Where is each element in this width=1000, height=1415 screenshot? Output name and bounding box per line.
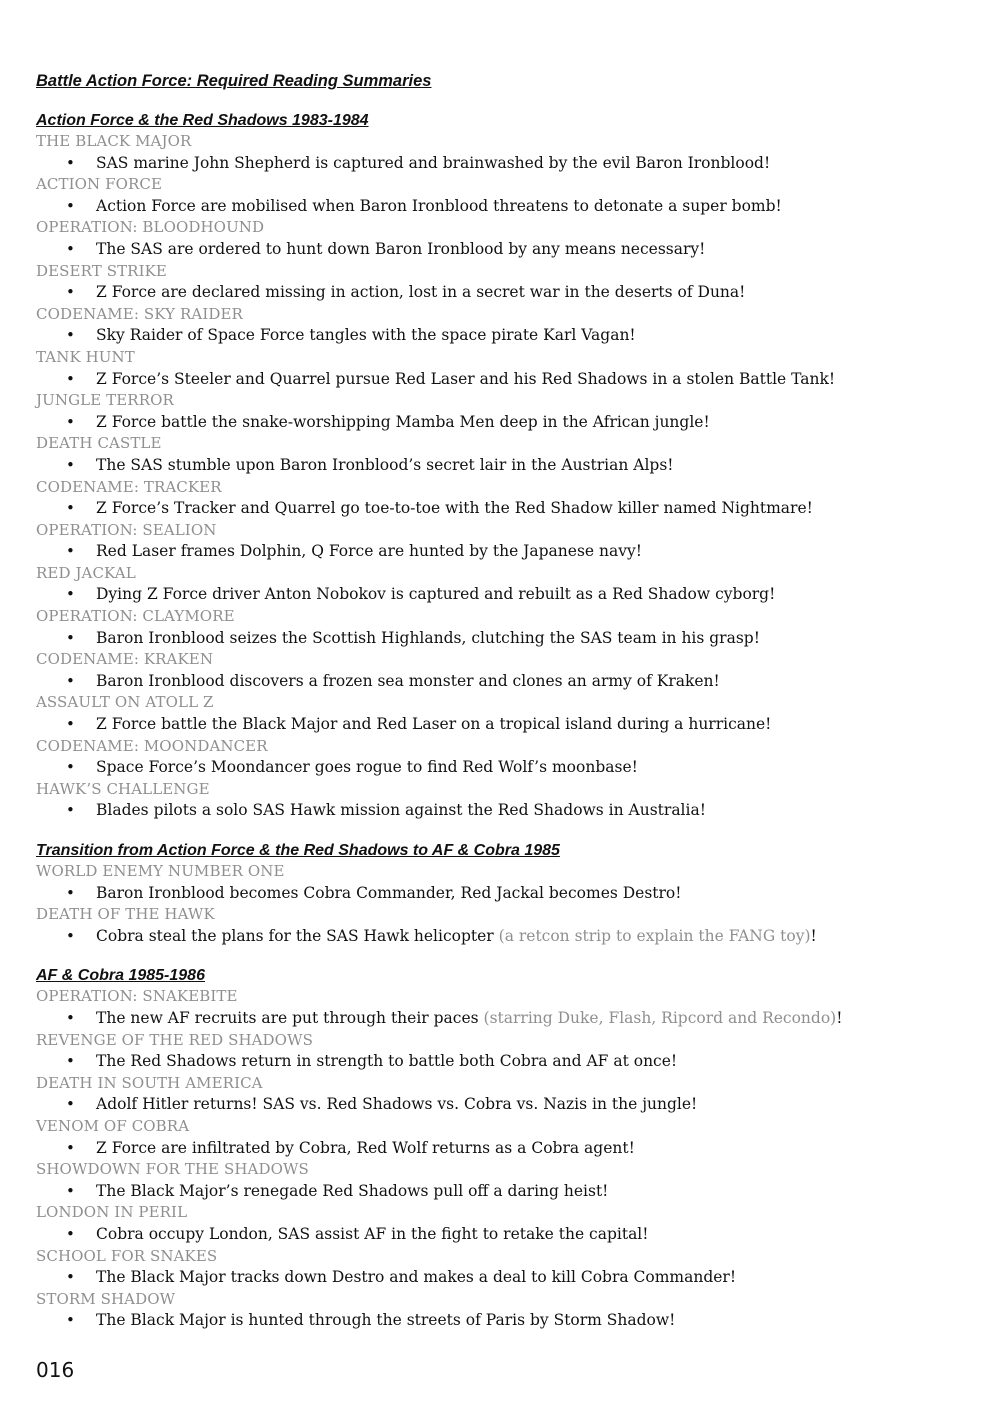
story-entry	[36, 606, 976, 649]
story-entry	[36, 1073, 976, 1116]
story-entry	[36, 347, 976, 390]
story-summary-item	[36, 1138, 976, 1160]
story-summary: Z Force are declared missing in action, lost in a secret war in the deserts of Duna!	[96, 283, 746, 302]
story-entry	[36, 217, 976, 260]
story-summary-item	[36, 1224, 976, 1246]
story-title: SCHOOL FOR SNAKES	[36, 1246, 218, 1265]
story-title: WORLD ENEMY NUMBER ONE	[36, 862, 285, 880]
story-summary: Z Force battle the Black Major and Red Laser on a tropical island during a hurricane!	[96, 715, 772, 734]
story-summary-item	[36, 757, 976, 779]
story-title: ACTION FORCE	[36, 175, 163, 194]
bullet-icon: •	[66, 326, 75, 345]
bullet-icon: •	[66, 283, 75, 302]
story-title: CODENAME: KRAKEN	[36, 650, 214, 669]
story-title: LONDON IN PERIL	[36, 1203, 188, 1222]
sections-container	[36, 110, 976, 1332]
story-summary-item	[36, 196, 976, 218]
story-summary: Baron Ironblood becomes Cobra Commander, Red Jackal becomes Destro!	[96, 883, 682, 902]
story-title: STORM SHADOW	[36, 1289, 176, 1308]
story-title: SHOWDOWN FOR THE SHADOWS	[36, 1160, 309, 1179]
bullet-icon: •	[66, 412, 75, 431]
story-title: ASSAULT ON ATOLL Z	[36, 693, 214, 712]
story-summary-item	[36, 282, 976, 304]
story-title: DEATH CASTLE	[36, 434, 162, 453]
story-entry	[36, 174, 976, 217]
bullet-icon: •	[66, 758, 75, 777]
story-summary: Adolf Hitler returns! SAS vs. Red Shadows vs. Cobra vs. Nazis in the jungle!	[96, 1095, 698, 1114]
section	[36, 965, 976, 1332]
story-summary-item	[36, 1051, 976, 1073]
story-summary: Sky Raider of Space Force tangles with the space pirate Karl Vagan!	[96, 326, 636, 345]
story-summary: Blades pilots a solo SAS Hawk mission against the Red Shadows in Australia!	[96, 801, 706, 820]
story-summary: The Black Major tracks down Destro and makes a deal to kill Cobra Commander!	[96, 1268, 737, 1287]
story-entry	[36, 1116, 976, 1159]
bullet-icon: •	[66, 671, 75, 690]
story-title: CODENAME: MOONDANCER	[36, 736, 268, 755]
bullet-icon: •	[66, 499, 75, 518]
section	[36, 110, 976, 822]
document-page	[36, 68, 976, 1332]
story-summary: Space Force’s Moondancer goes rogue to find Red Wolf’s moonbase!	[96, 758, 638, 777]
bullet-icon: •	[66, 1268, 75, 1287]
story-title: OPERATION: BLOODHOUND	[36, 218, 265, 237]
story-summary: Dying Z Force driver Anton Nobokov is captured and rebuilt as a Red Shadow cyborg!	[96, 585, 776, 604]
story-summary: The new AF recruits are put through their paces	[96, 1008, 484, 1027]
story-summary: Action Force are mobilised when Baron Ironblood threatens to detonate a super bomb!	[96, 196, 782, 215]
story-summary-item	[36, 369, 976, 391]
story-title: CODENAME: SKY RAIDER	[36, 304, 243, 323]
story-summary: The SAS are ordered to hunt down Baron Ironblood by any means necessary!	[96, 239, 706, 258]
bullet-icon: •	[66, 801, 75, 820]
story-note: (starring Duke, Flash, Ripcord and Recondo)	[483, 1008, 837, 1027]
bullet-icon: •	[66, 926, 75, 945]
story-title: JUNGLE TERROR	[36, 391, 174, 410]
story-summary-item	[36, 1008, 976, 1030]
story-summary: SAS marine John Shepherd is captured and brainwashed by the evil Baron Ironblood!	[96, 153, 771, 172]
story-entry	[36, 390, 976, 433]
story-entry	[36, 1246, 976, 1289]
story-title: DEATH IN SOUTH AMERICA	[36, 1073, 263, 1092]
story-entry	[36, 477, 976, 520]
story-entry	[36, 986, 976, 1029]
story-summary-item	[36, 239, 976, 261]
bullet-icon: •	[66, 1311, 75, 1330]
bullet-icon: •	[66, 455, 75, 474]
story-entry	[36, 433, 976, 476]
story-title: CODENAME: TRACKER	[36, 477, 222, 496]
story-entry	[36, 736, 976, 779]
story-title: OPERATION: SEALION	[36, 520, 217, 539]
story-summary-item	[36, 584, 976, 606]
story-title: RED JACKAL	[36, 563, 136, 582]
story-entry	[36, 904, 976, 947]
story-entry	[36, 1202, 976, 1245]
story-summary: The SAS stumble upon Baron Ironblood’s secret lair in the Austrian Alps!	[96, 455, 674, 474]
story-title: VENOM OF COBRA	[36, 1116, 190, 1135]
story-summary: Z Force’s Tracker and Quarrel go toe-to-toe with the Red Shadow killer named Nightmare!	[96, 499, 813, 518]
story-summary: Red Laser frames Dolphin, Q Force are hunted by the Japanese navy!	[96, 542, 642, 561]
story-summary-item	[36, 1094, 976, 1116]
story-summary-item	[36, 926, 976, 948]
story-summary: Z Force’s Steeler and Quarrel pursue Red Laser and his Red Shadows in a stolen Battle Tank!	[96, 369, 836, 388]
story-summary-item	[36, 800, 976, 822]
story-note: (a retcon strip to explain the FANG toy)	[498, 926, 811, 945]
story-summary-item	[36, 455, 976, 477]
story-summary: Baron Ironblood seizes the Scottish Highlands, clutching the SAS team in his grasp!	[96, 628, 760, 647]
story-entry	[36, 304, 976, 347]
bullet-icon: •	[66, 369, 75, 388]
story-entry	[36, 649, 976, 692]
bullet-icon: •	[66, 628, 75, 647]
bullet-icon: •	[66, 1008, 75, 1027]
section-heading: AF & Cobra 1985-1986	[36, 967, 205, 985]
bullet-icon: •	[66, 1052, 75, 1071]
story-entry	[36, 861, 976, 904]
story-summary-item	[36, 1310, 976, 1332]
story-summary: The Black Major’s renegade Red Shadows pull off a daring heist!	[96, 1181, 609, 1200]
section-heading: Action Force & the Red Shadows 1983-1984	[36, 112, 369, 129]
story-summary: Z Force are infiltrated by Cobra, Red Wolf returns as a Cobra agent!	[96, 1138, 635, 1157]
bullet-icon: •	[66, 239, 75, 258]
bullet-icon: •	[66, 1224, 75, 1243]
story-summary: Cobra steal the plans for the SAS Hawk helicopter	[96, 926, 499, 945]
bullet-icon: •	[66, 542, 75, 561]
story-entry	[36, 1289, 976, 1332]
bullet-icon: •	[66, 883, 75, 902]
section-heading: Transition from Action Force & the Red Shadows to AF & Cobra 1985	[36, 842, 560, 859]
story-title: REVENGE OF THE RED SHADOWS	[36, 1030, 313, 1049]
story-summary: Cobra occupy London, SAS assist AF in the fight to retake the capital!	[96, 1224, 649, 1243]
story-summary-item	[36, 412, 976, 434]
story-title: THE BLACK MAJOR	[36, 132, 192, 150]
bullet-icon: •	[66, 1181, 75, 1200]
story-entry	[36, 563, 976, 606]
story-summary-item	[36, 153, 976, 175]
story-entry	[36, 692, 976, 735]
story-entry	[36, 1030, 976, 1073]
story-title: OPERATION: CLAYMORE	[36, 607, 235, 626]
story-entry	[36, 131, 976, 174]
story-summary-item	[36, 628, 976, 650]
bullet-icon: •	[66, 585, 75, 604]
story-summary-item	[36, 541, 976, 563]
section	[36, 840, 976, 947]
bullet-icon: •	[66, 153, 75, 172]
bullet-icon: •	[66, 1138, 75, 1157]
story-summary: Z Force battle the snake-worshipping Mamba Men deep in the African jungle!	[96, 412, 710, 431]
document-title: Battle Action Force: Required Reading Summaries	[36, 72, 432, 90]
story-summary: The Red Shadows return in strength to battle both Cobra and AF at once!	[96, 1052, 678, 1071]
story-entry	[36, 779, 976, 822]
story-title: HAWK’S CHALLENGE	[36, 779, 210, 798]
story-title: OPERATION: SNAKEBITE	[36, 987, 238, 1006]
story-summary-item	[36, 1267, 976, 1289]
story-summary: The Black Major is hunted through the streets of Paris by Storm Shadow!	[96, 1311, 676, 1330]
bullet-icon: •	[66, 1095, 75, 1114]
bullet-icon: •	[66, 196, 75, 215]
story-title: TANK HUNT	[36, 347, 135, 366]
bullet-icon: •	[66, 715, 75, 734]
story-title: DESERT STRIKE	[36, 261, 167, 280]
story-entry	[36, 1159, 976, 1202]
page-number: 016	[36, 1358, 75, 1382]
story-summary-end: !	[836, 1008, 843, 1027]
story-entry	[36, 261, 976, 304]
story-summary-item	[36, 671, 976, 693]
story-entry	[36, 520, 976, 563]
story-summary-end: !	[810, 926, 817, 945]
story-summary-item	[36, 714, 976, 736]
story-summary-item	[36, 325, 976, 347]
story-title: DEATH OF THE HAWK	[36, 905, 215, 924]
story-summary: Baron Ironblood discovers a frozen sea monster and clones an army of Kraken!	[96, 671, 720, 690]
story-summary-item	[36, 883, 976, 905]
story-summary-item	[36, 498, 976, 520]
story-summary-item	[36, 1181, 976, 1203]
